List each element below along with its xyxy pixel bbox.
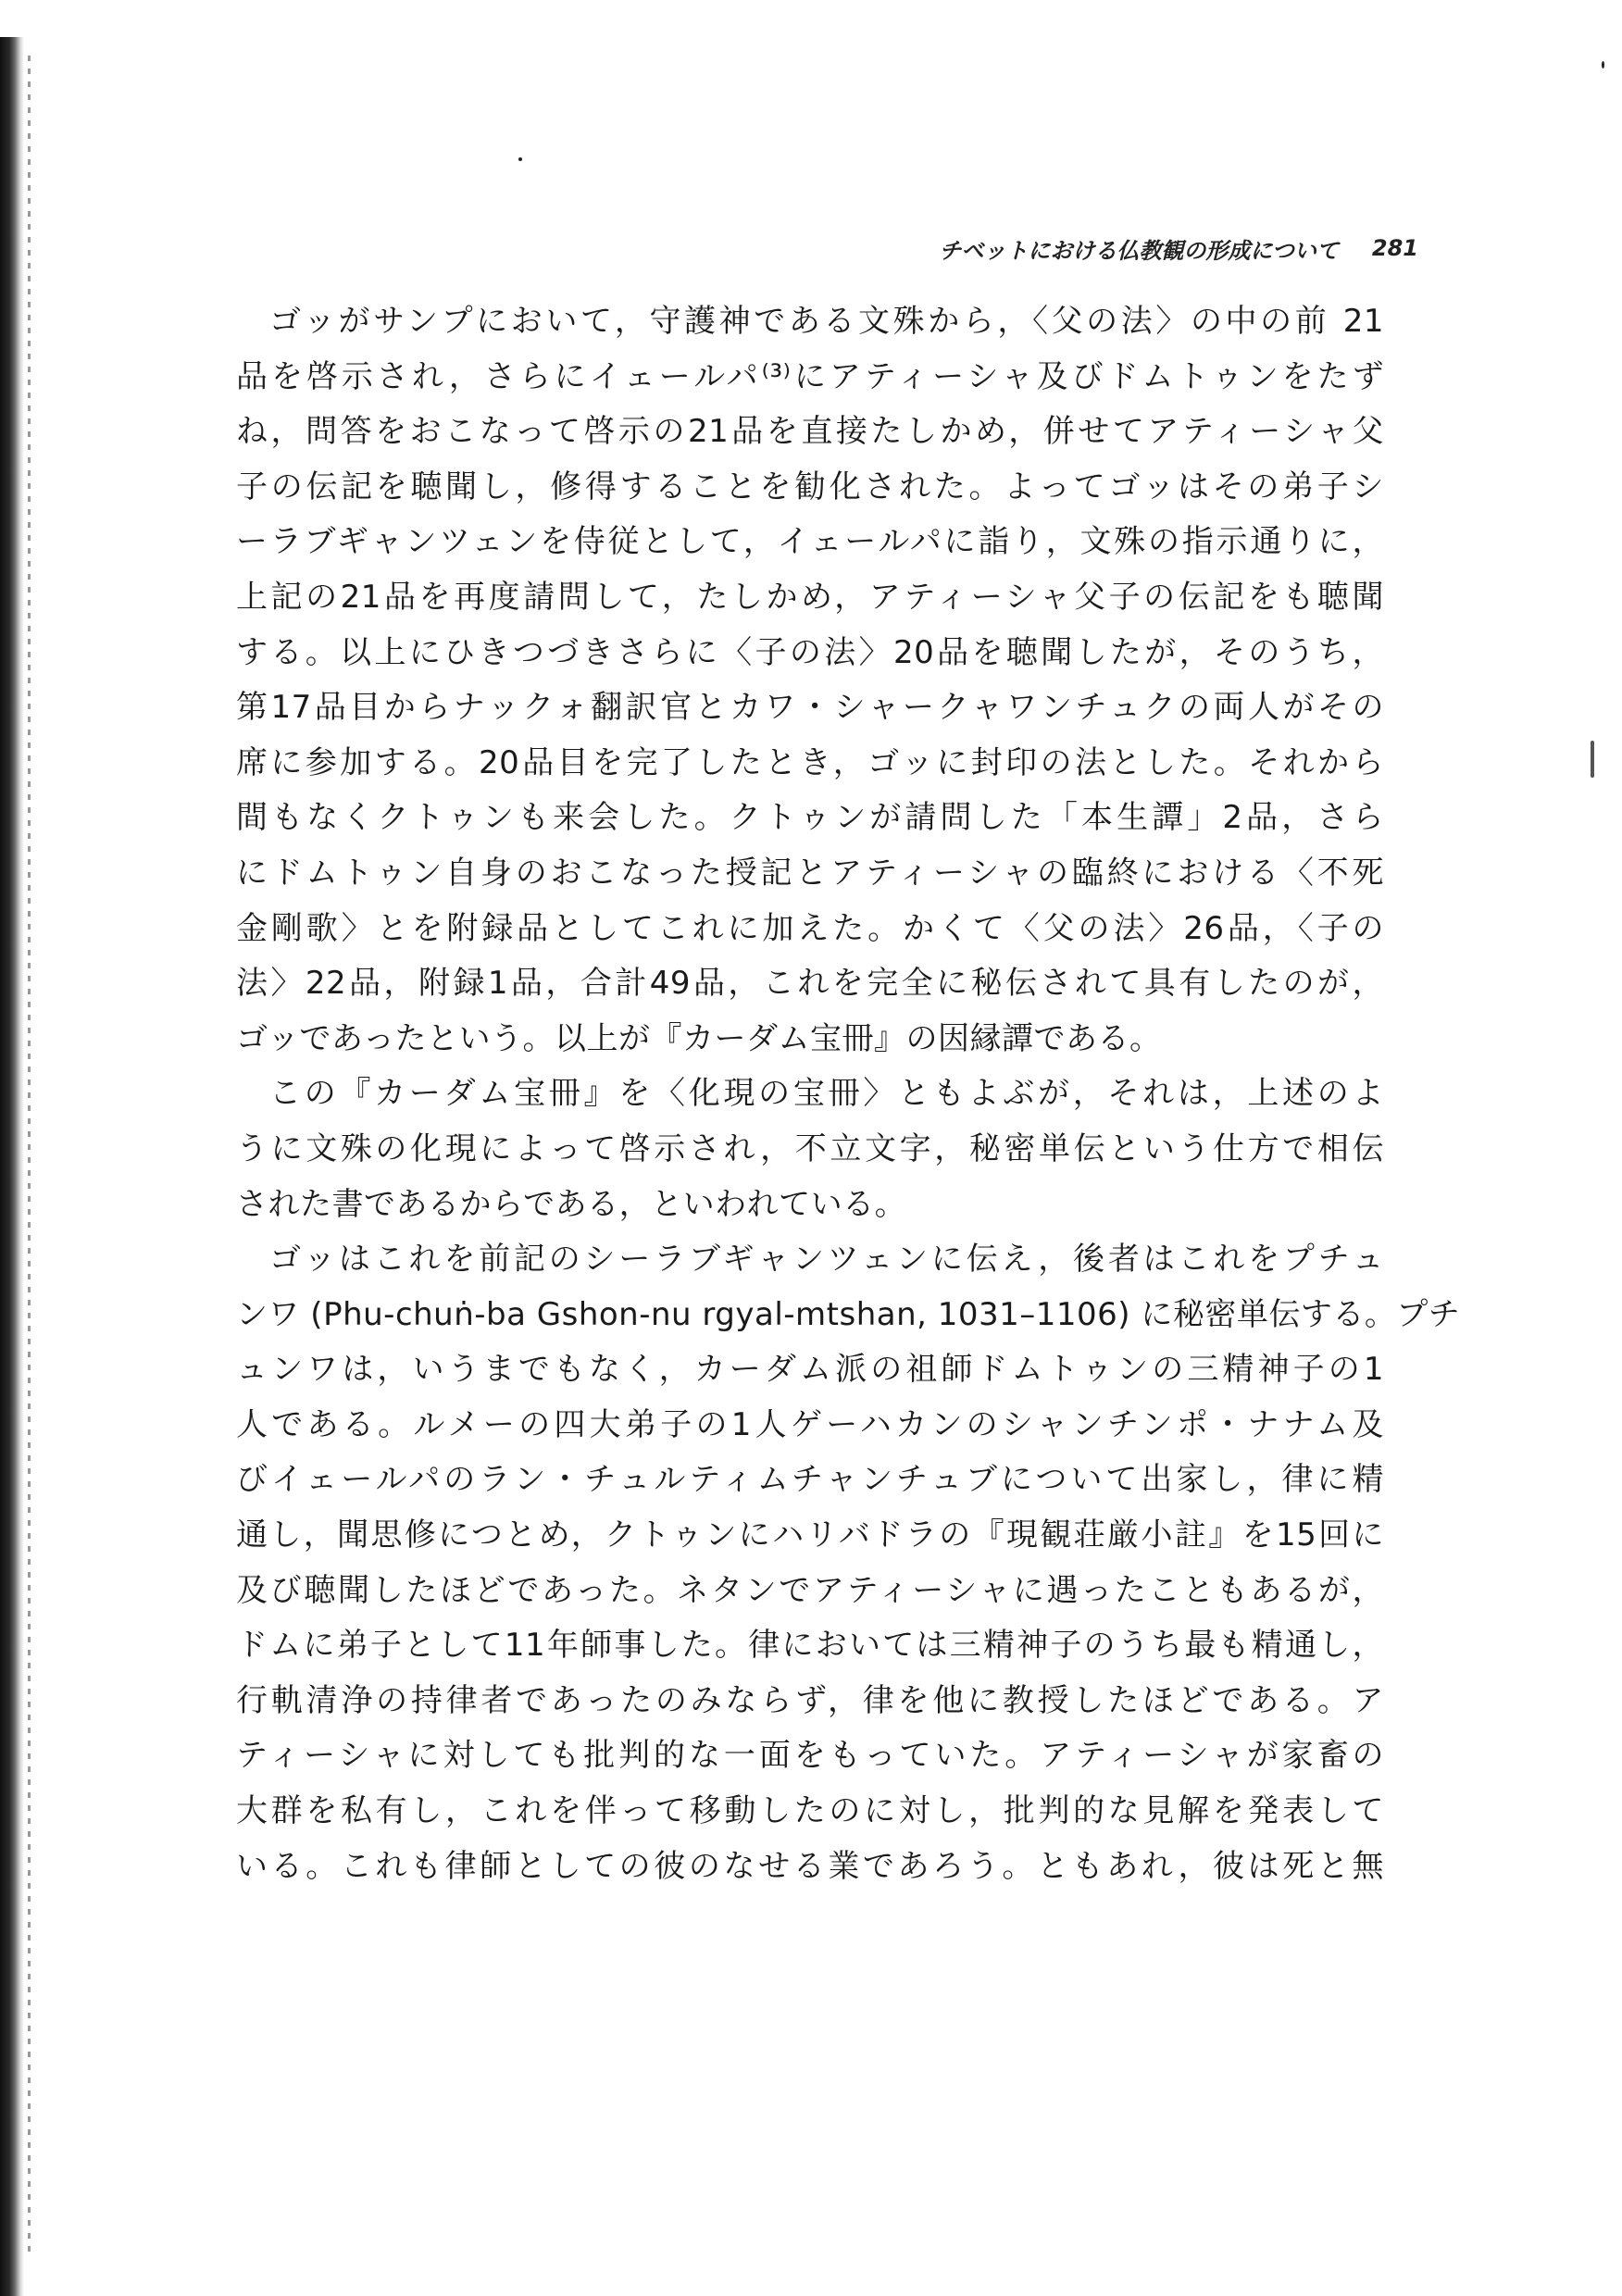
text-line: 人である。ルメーの四大弟子の1人ゲーハカンのシャンチンポ・ナナム及 bbox=[236, 1405, 1384, 1443]
text-line: ンワ (Phu-chuṅ-ba Gshon-nu rgyal-mtshan, 1031–1106) に秘密単伝する。プチ bbox=[236, 1295, 1461, 1333]
text-line: する。以上にひきつづきさらに〈子の法〉20品を聴聞したが，そのうち， bbox=[236, 633, 1384, 671]
text-line: にドムトゥン自身のおこなった授記とアティーシャの臨終における〈不死 bbox=[236, 854, 1384, 892]
text-line: 品を啓示され，さらにイェールパ⁽³⁾にアティーシャ及びドムトゥンをたず bbox=[236, 357, 1384, 395]
text-line: ゴッであったという。以上が『カーダム宝冊』の因縁譚である。 bbox=[236, 1019, 1162, 1057]
scan-speck bbox=[518, 157, 522, 161]
text-line: 法〉22品，附録1品，合計49品，これを完全に秘伝されて具有したのが， bbox=[236, 965, 1384, 1003]
text-line: ドムに弟子として11年師事した。律においては三精神子のうち最も精通し， bbox=[236, 1627, 1384, 1665]
text-line: された書であるからである，といわれている。 bbox=[236, 1185, 907, 1223]
text-line: ティーシャに対しても批判的な一面をもっていた。アティーシャが家畜の bbox=[236, 1737, 1384, 1775]
page-number: 281 bbox=[1371, 235, 1418, 261]
text-line: 行軌清浄の持律者であったのみならず，律を他に教授したほどである。ア bbox=[236, 1681, 1384, 1719]
body-text bbox=[236, 294, 1461, 1894]
text-line: 上記の21品を再度請問して，たしかめ，アティーシャ父子の伝記をも聴聞 bbox=[236, 578, 1384, 616]
text-line: 通し，聞思修につとめ，クトゥンにハリバドラの『現観荘厳小註』を15回に bbox=[236, 1516, 1384, 1554]
text-line: 第17品目からナックォ翻訳官とカワ・シャークャワンチュクの両人がその bbox=[236, 689, 1384, 727]
text-line: この『カーダム宝冊』を〈化現の宝冊〉ともよぶが，それは，上述のよ bbox=[269, 1075, 1384, 1113]
text-line: ゴッがサンプにおいて，守護神である文殊から，〈父の法〉の中の前 21 bbox=[269, 303, 1384, 340]
text-line: いる。これも律師としての彼のなせる業であろう。ともあれ，彼は死と無 bbox=[236, 1847, 1384, 1885]
text-line: 席に参加する。20品目を完了したとき，ゴッに封印の法とした。それから bbox=[236, 743, 1384, 781]
text-line: うに文殊の化現によって啓示され，不立文字，秘密単伝という仕方で相伝 bbox=[236, 1129, 1384, 1167]
text-line: 金剛歌〉とを附録品としてこれに加えた。かくて〈父の法〉26品，〈子の bbox=[236, 909, 1384, 947]
text-line: ね，問答をおこなって啓示の21品を直接たしかめ，併せてアティーシャ父 bbox=[236, 413, 1384, 451]
scan-speck bbox=[1591, 741, 1594, 778]
text-line: 及び聴聞したほどであった。ネタンでアティーシャに遇ったこともあるが， bbox=[236, 1571, 1384, 1609]
binding-edge-marks bbox=[28, 56, 31, 2259]
text-line: 大群を私有し，これを伴って移動したのに対し，批判的な見解を発表して bbox=[236, 1792, 1384, 1830]
text-line: 間もなくクトゥンも来会した。クトゥンが請問した「本生譚」2品，さら bbox=[236, 799, 1384, 837]
running-header bbox=[789, 230, 1418, 267]
text-line: 子の伝記を聴聞し，修得することを勧化された。よってゴッはその弟子シ bbox=[236, 468, 1384, 505]
text-line: ーラブギャンツェンを侍従として，イェールパに詣り，文殊の指示通りに， bbox=[236, 523, 1385, 561]
running-title: チベットにおける仏教観の形成について bbox=[939, 237, 1339, 264]
text-line: ュンワは，いうまでもなく，カーダム派の祖師ドムトゥンの三精神子の1 bbox=[236, 1351, 1384, 1389]
binding-edge-shadow bbox=[0, 37, 24, 2296]
scan-speck bbox=[1602, 61, 1604, 69]
text-line: ゴッはこれを前記のシーラブギャンツェンに伝え，後者はこれをプチュ bbox=[269, 1241, 1384, 1279]
text-line: びイェールパのラン・チュルティムチャンチュブについて出家し，律に精 bbox=[236, 1461, 1384, 1499]
